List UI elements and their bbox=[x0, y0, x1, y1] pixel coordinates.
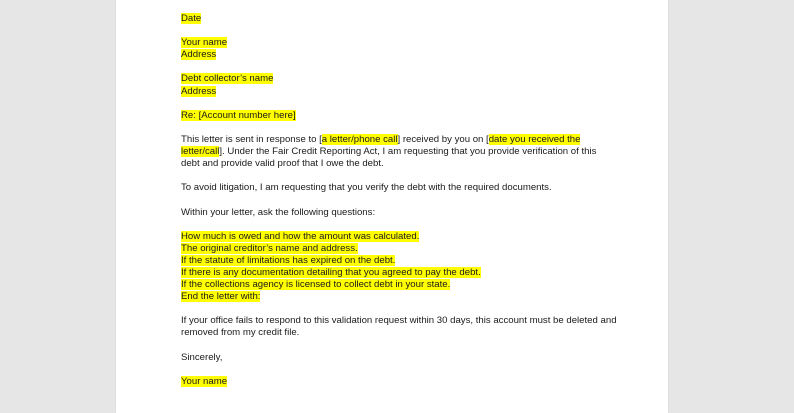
question-item: End the letter with: bbox=[181, 291, 261, 303]
questions-list bbox=[181, 231, 611, 304]
paragraph-2 bbox=[181, 182, 611, 194]
date-block bbox=[181, 13, 611, 25]
question-item: If there is any documentation detailing that you agreed to pay the debt. bbox=[181, 266, 481, 278]
recipient-block bbox=[181, 73, 611, 97]
date-field: Date bbox=[181, 13, 202, 24]
letter-body bbox=[181, 13, 617, 400]
para4-text-2: removed from my credit file. bbox=[181, 327, 300, 339]
sender-block bbox=[181, 37, 611, 61]
para1-text-2: ] received by you on [ bbox=[397, 133, 489, 145]
recipient-name: Debt collector’s name bbox=[181, 73, 274, 85]
question-item: If the statute of limitations has expired on the debt. bbox=[181, 254, 396, 266]
para1-text-3: ]. Under the Fair Credit Reporting Act, I am requesting that you provide verification of this bbox=[219, 146, 597, 158]
paragraph-1 bbox=[181, 134, 611, 170]
para2-text: To avoid litigation, I am requesting that you verify the debt with the required documents. bbox=[181, 182, 552, 194]
para1-text-4: debt and provide valid proof that I owe the debt. bbox=[181, 158, 384, 170]
recipient-address: Address bbox=[181, 85, 217, 97]
closing-block bbox=[181, 352, 611, 364]
signature-block bbox=[181, 376, 611, 388]
sender-name: Your name bbox=[181, 37, 228, 49]
subject-block bbox=[181, 110, 611, 122]
para1-highlight-contact: a letter/phone call bbox=[321, 133, 398, 145]
document-page[interactable] bbox=[116, 0, 668, 413]
closing-text: Sincerely, bbox=[181, 351, 223, 363]
para4-text-1: If your office fails to respond to this validation request within 30 days, this account must be deleted and bbox=[181, 315, 617, 327]
para1-highlight-date-cont: letter/call bbox=[181, 146, 220, 158]
paragraph-3 bbox=[181, 207, 611, 219]
signature-name: Your name bbox=[181, 375, 228, 387]
para3-text: Within your letter, ask the following questions: bbox=[181, 206, 376, 218]
question-item: If the collections agency is licensed to collect debt in your state. bbox=[181, 279, 451, 291]
para1-text-1: This letter is sent in response to [ bbox=[181, 133, 322, 145]
paragraph-4 bbox=[181, 315, 617, 339]
question-item: How much is owed and how the amount was calculated. bbox=[181, 230, 420, 242]
sender-address: Address bbox=[181, 49, 217, 61]
question-item: The original creditor’s name and address. bbox=[181, 242, 358, 254]
subject-line: Re: [Account number here] bbox=[181, 109, 296, 121]
para1-highlight-date: date you received the bbox=[488, 133, 581, 145]
